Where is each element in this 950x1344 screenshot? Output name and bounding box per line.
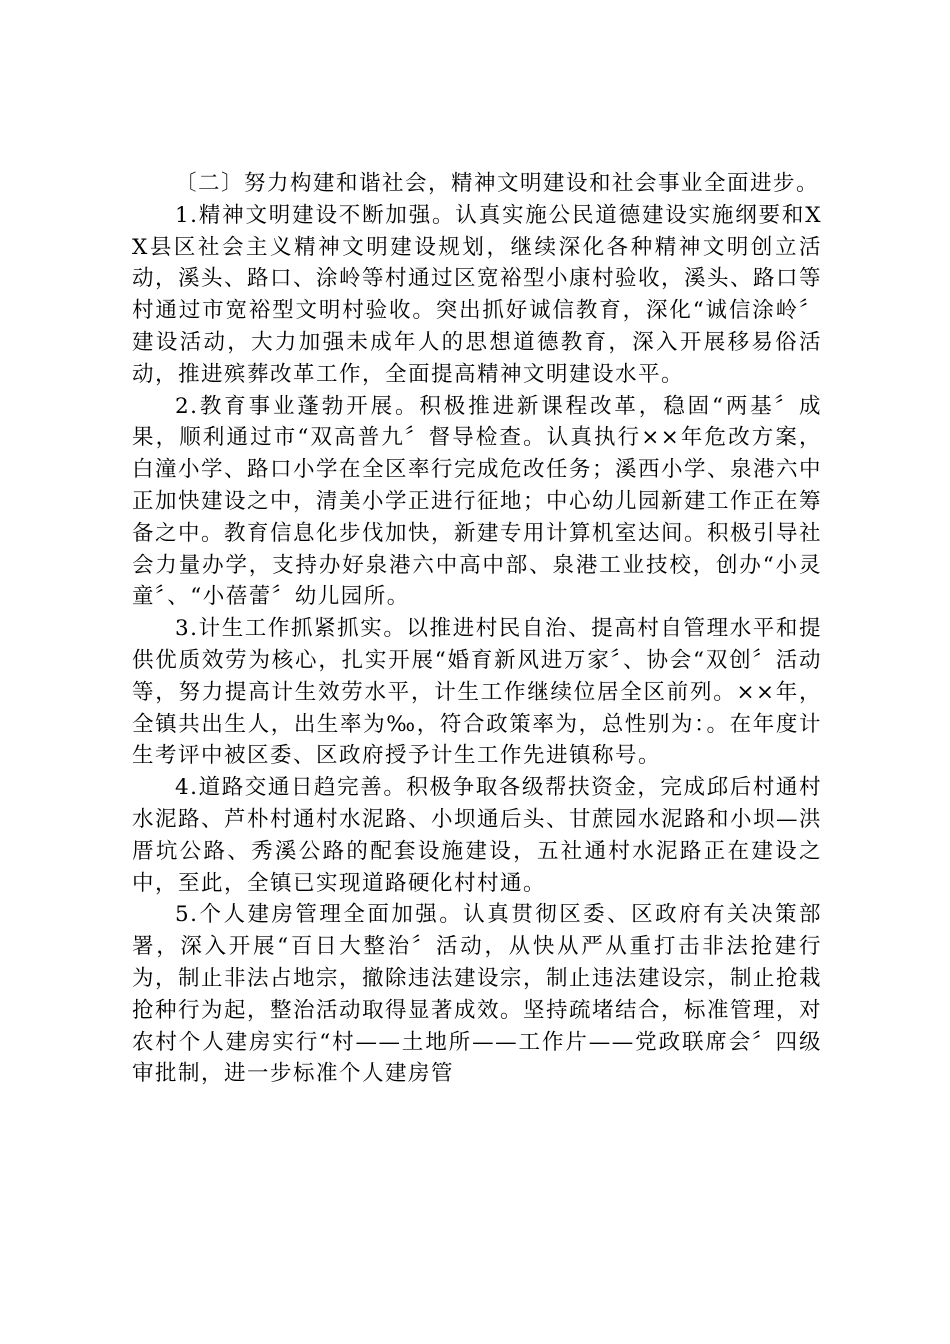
paragraph-spiritual-civilization: 1.精神文明建设不断加强。认真实施公民道德建设实施纲要和XX县区社会主义精神文明建设规划，继续深化各种精神文明创立活动，溪头、路口、涂岭等村通过区宽裕型小康村验收，溪头、路口等村通过市宽裕型文明村验收。突出抓好诚信教育，深化“诚信涂岭〞建设活动，大力加强未成年人的思想道德教育，深入开展移易俗活动，推进殡葬改革工作，全面提高精神文明建设水平。 <box>132 202 823 387</box>
paragraph-section-heading: 〔二〕努力构建和谐社会，精神文明建设和社会事业全面进步。 <box>175 171 820 196</box>
paragraph-road-traffic: 4.道路交通日趋完善。积极争取各级帮扶资金，完成邱后村通村水泥路、芦朴村通村水泥路、小坝通后头、甘蔗园水泥路和小坝—洪厝坑公路、秀溪公路的配套设施建设，五社通村水泥路正在建设之中，至此，全镇已实现道路硬化村村通。 <box>132 775 823 896</box>
paragraph-family-planning: 3.计生工作抓紧抓实。以推进村民自治、提高村自管理水平和提供优质效劳为核心，扎实开展“婚育新风进万家〞、协会“双创〞活动等，努力提高计生效劳水平，计生工作继续位居全区前列。××年，全镇共出生人，出生率为‰，符合政策率为，总性别为：。在年度计生考评中被区委、区政府授予计生工作先进镇称号。 <box>132 616 822 769</box>
paragraph-education: 2.教育事业蓬勃开展。积极推进新课程改革，稳固“两基〞成果，顺利通过市“双高普九〞督导检查。认真执行××年危改方案，白潼小学、路口小学在全区率行完成危改任务；溪西小学、泉港六中正加快建设之中，清美小学正进行征地；中心幼儿园新建工作正在筹备之中。教育信息化步伐加快，新建专用计算机室达间。积极引导社会力量办学，支持办好泉港六中高中部、泉港工业技校，创办“小灵童〞、“小蓓蕾〞幼儿园所。 <box>132 393 823 610</box>
document-body <box>132 168 822 1090</box>
paragraph-housing-management: 5.个人建房管理全面加强。认真贯彻区委、区政府有关决策部署，深入开展“百日大整治〞活动，从快从严从重打击非法抢建行为，制止非法占地宗，撤除违法建设宗，制止违法建设宗，制止抢栽抢种行为起，整治活动取得显著成效。坚持疏堵结合，标准管理，对农村个人建房实行“村——土地所——工作片——党政联席会〞四级审批制，进一步标准个人建房管 <box>132 902 823 1087</box>
